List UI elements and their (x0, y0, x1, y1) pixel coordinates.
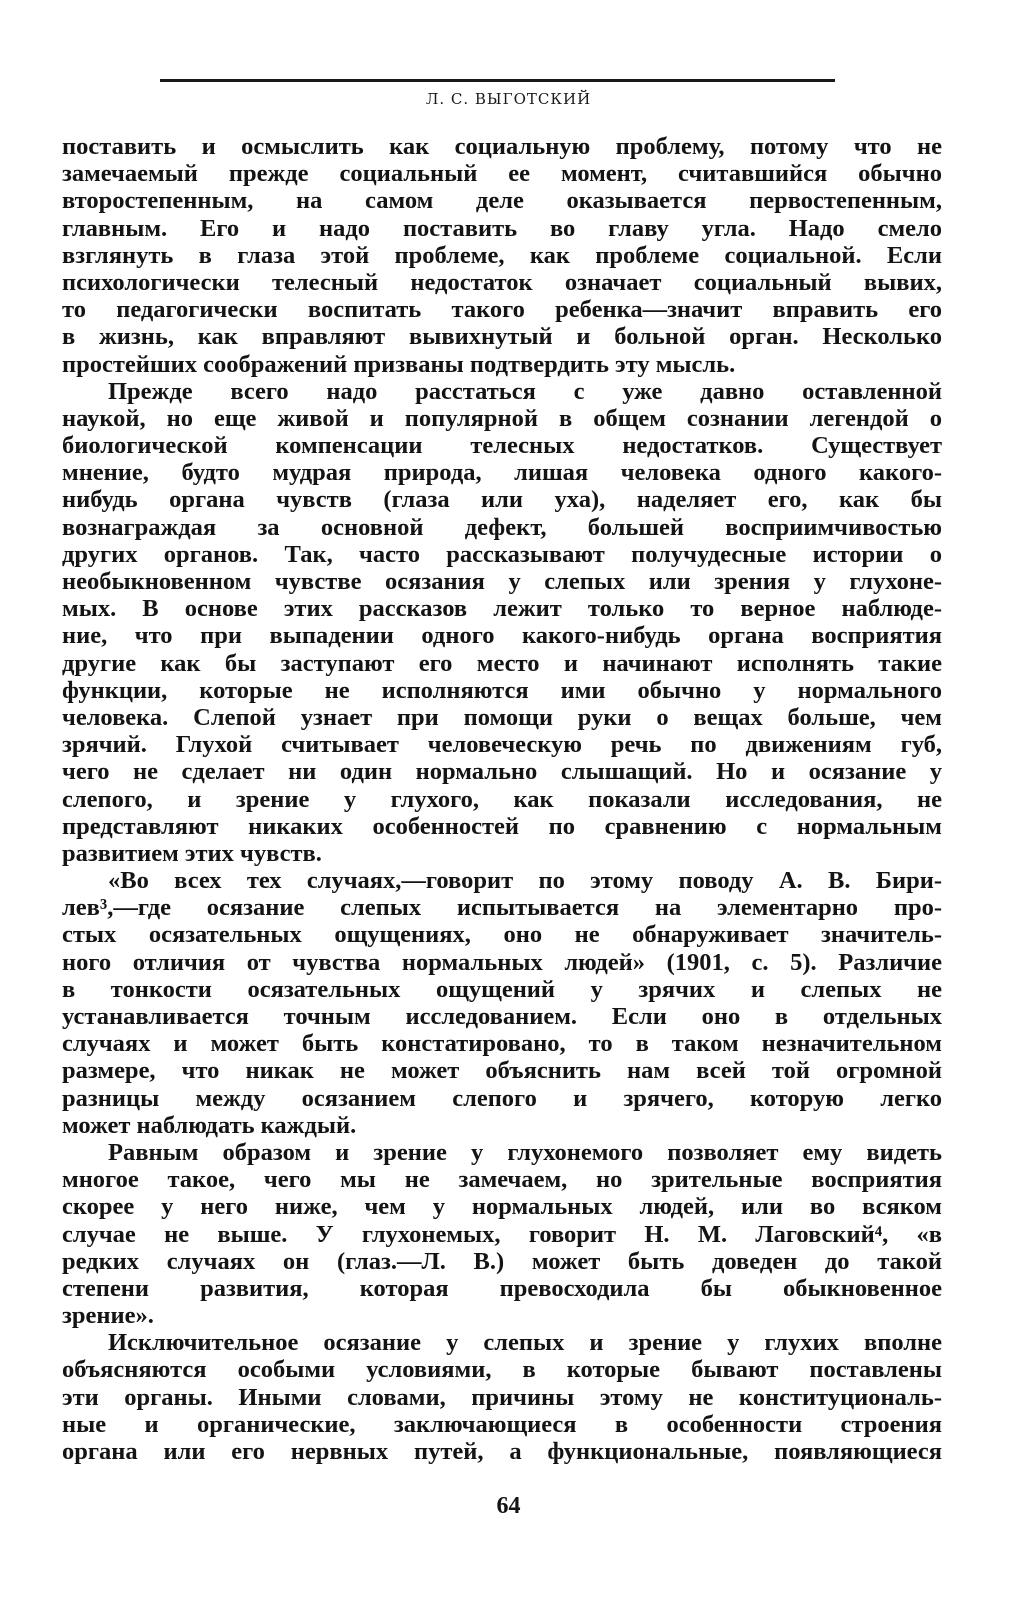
text-line: зрение». (62, 1302, 154, 1330)
header-rule (160, 79, 835, 82)
text-line: наукой, но еще живой и популярной в общем сознании легендой о (62, 404, 942, 432)
page-number: 64 (496, 1493, 521, 1519)
paragraph (62, 1329, 942, 1465)
text-line: простейших соображений призваны подтвердить эту мысль. (62, 350, 736, 378)
text-line: Равным образом и зрение у глухонемого позволяет ему видеть (108, 1138, 942, 1166)
text-line: «Во всех тех случаях,—говорит по этому поводу А. В. Бири- (108, 867, 942, 895)
text-line: может наблюдать каждый. (62, 1111, 357, 1139)
text-line: то педагогически воспитать такого ребенка—значит вправить его (62, 296, 942, 324)
text-line: случае не выше. У глухонемых, говорит Н. М. Лаговский⁴, «в (62, 1220, 942, 1248)
text-line: функции, которые не исполняются ими обычно у нормального (62, 676, 942, 704)
text-line: нибудь органа чувств (глаза или уха), наделяет его, как бы (62, 486, 942, 514)
text-line: человека. Слепой узнает при помощи руки о вещах больше, чем (62, 703, 942, 731)
text-line: вознаграждая за основной дефект, большей восприимчивостью (62, 513, 942, 541)
text-line: взглянуть в глаза этой проблеме, как проблеме социальной. Если (62, 241, 942, 269)
text-line: Прежде всего надо расстаться с уже давно оставленной (108, 377, 942, 405)
text-line: мых. В основе этих рассказов лежит только то верное наблюде- (62, 595, 942, 623)
text-line: Исключительное осязание у слепых и зрение у глухих вполне (108, 1329, 942, 1357)
text-line: устанавливается точным исследованием. Если оно в отдельных (62, 1003, 942, 1030)
text-line: слепого, и зрение у глухого, как показали исследования, не (62, 785, 942, 813)
text-line: редких случаях он (глаз.—Л. В.) может быть доведен до такой (62, 1247, 942, 1275)
text-line: ные и органические, заключающиеся в особенности строения (62, 1410, 942, 1438)
paragraph (62, 1139, 942, 1329)
text-line: другие как бы заступают его место и начинают исполнять такие (62, 649, 942, 677)
text-line: второстепенным, на самом деле оказывается первостепенным, (62, 187, 942, 215)
text-line: степени развития, которая превосходила бы обыкновенное (62, 1274, 942, 1302)
text-line: психологически телесный недостаток означает социальный вывих, (62, 268, 942, 296)
text-line: эти органы. Иными словами, причины этому не конституциональ- (62, 1383, 942, 1411)
text-line: необыкновенном чувстве осязания у слепых или зрения у глухоне- (62, 568, 942, 595)
text-line: лев³,—где осязание слепых испытывается на элементарно про- (62, 894, 942, 922)
text-line: биологической компенсации телесных недостатков. Существует (62, 432, 942, 460)
text-line: представляют никаких особенностей по сравнению с нормальным (62, 812, 942, 840)
paragraph (62, 378, 942, 867)
text-line: случаях и может быть констатировано, то в таком незначительном (62, 1030, 942, 1058)
text-line: органа или его нервных путей, а функциональные, появляющиеся (62, 1438, 942, 1465)
text-line: ного отличия от чувства нормальных людей» (1901, с. 5). Различие (62, 948, 942, 976)
text-line: других органов. Так, часто рассказывают получудесные истории о (62, 540, 942, 568)
text-line: чего не сделает ни один нормально слышащий. Но и осязание у (62, 758, 942, 786)
text-line: поставить и осмыслить как социальную проблему, потому что не (62, 133, 942, 160)
text-line: мнение, будто мудрая природа, лишая человека одного какого- (62, 459, 942, 487)
body-text (62, 133, 942, 1465)
text-line: объясняются особыми условиями, в которые бывают поставлены (62, 1356, 942, 1384)
running-head: Л. С. ВЫГОТСКИЙ (425, 90, 592, 108)
text-line: замечаемый прежде социальный ее момент, считавшийся обычно (62, 160, 942, 188)
text-line: размере, что никак не может объяснить нам всей той огромной (62, 1057, 942, 1085)
text-line: ние, что при выпадении одного какого-нибудь органа восприятия (62, 622, 942, 650)
text-line: в жизнь, как вправляют вывихнутый и больной орган. Несколько (62, 323, 942, 351)
text-line: в тонкости осязательных ощущений у зрячих и слепых не (62, 975, 942, 1003)
text-line: скорее у него ниже, чем у нормальных людей, или во всяком (62, 1193, 942, 1221)
text-line: развитием этих чувств. (62, 839, 322, 867)
paragraph (62, 133, 942, 378)
text-line: разницы между осязанием слепого и зрячего, которую легко (62, 1084, 942, 1112)
text-line: стых осязательных ощущениях, оно не обнаруживает значитель- (62, 921, 942, 949)
text-line: зрячий. Глухой считывает человеческую речь по движениям губ, (62, 731, 942, 759)
text-line: многое такое, чего мы не замечаем, но зрительные восприятия (62, 1166, 942, 1194)
text-line: главным. Его и надо поставить во главу угла. Надо смело (62, 214, 942, 242)
paragraph (62, 867, 942, 1139)
